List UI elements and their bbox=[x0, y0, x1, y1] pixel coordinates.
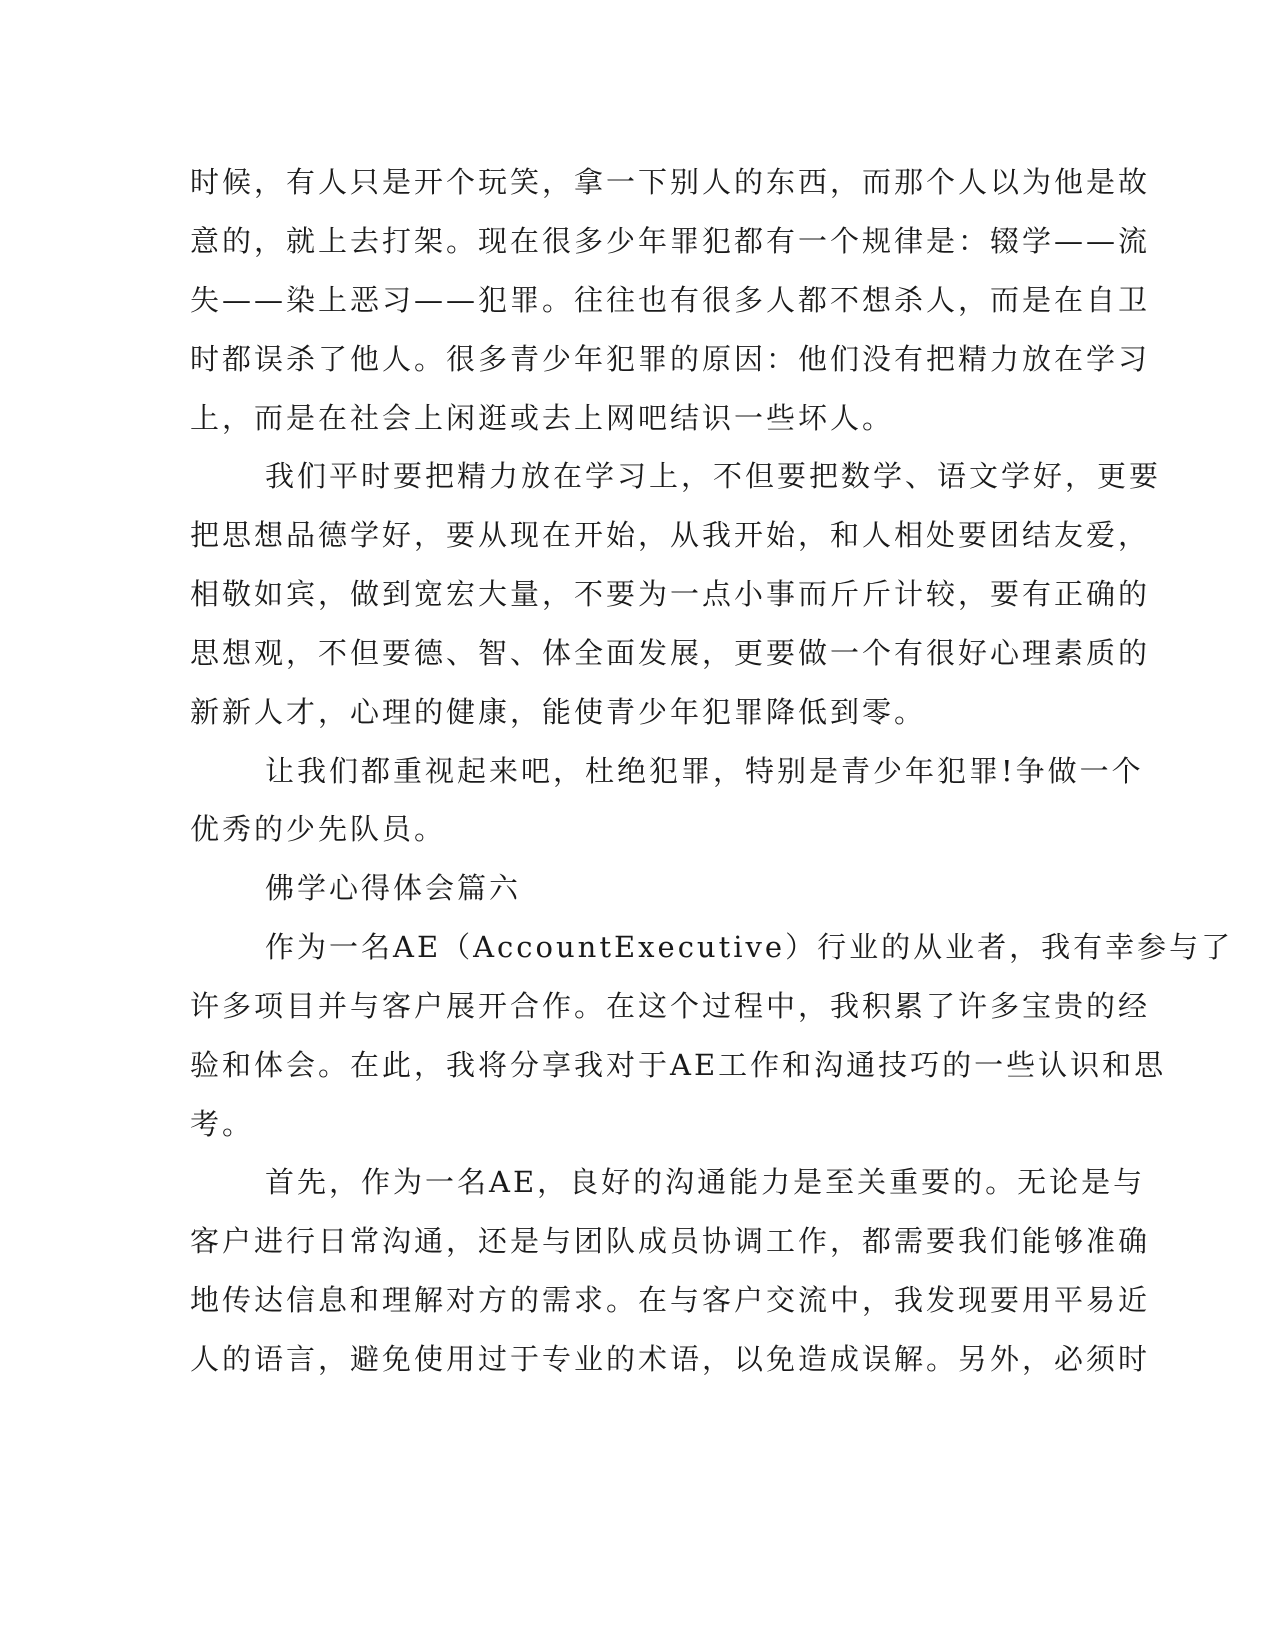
text-line: 人的语言，避免使用过于专业的术语，以免造成误解。另外，必须时 bbox=[190, 1342, 1151, 1376]
text-line: 把思想品德学好，要从现在开始，从我开始，和人相处要团结友爱， bbox=[190, 518, 1151, 552]
section-heading: 佛学心得体会篇六 bbox=[265, 871, 522, 905]
text-line: 考。 bbox=[190, 1107, 255, 1141]
paragraph-first-line: 我们平时要把精力放在学习上，不但要把数学、语文学好，更要 bbox=[265, 459, 1162, 493]
text-line: 新新人才，心理的健康，能使青少年犯罪降低到零。 bbox=[190, 695, 927, 729]
text-line: 许多项目并与客户展开合作。在这个过程中，我积累了许多宝贵的经 bbox=[190, 989, 1151, 1023]
text-line: 意的，就上去打架。现在很多少年罪犯都有一个规律是：辍学——流 bbox=[190, 224, 1151, 258]
text-line: 优秀的少先队员。 bbox=[190, 812, 447, 846]
text-line: 上，而是在社会上闲逛或去上网吧结识一些坏人。 bbox=[190, 401, 895, 435]
paragraph-first-line: 首先，作为一名AE，良好的沟通能力是至关重要的。无论是与 bbox=[265, 1165, 1146, 1199]
paragraph-first-line: 作为一名AE（AccountExecutive）行业的从业者，我有幸参与了 bbox=[265, 930, 1234, 964]
text-line: 客户进行日常沟通，还是与团队成员协调工作，都需要我们能够准确 bbox=[190, 1224, 1151, 1258]
text-line: 时都误杀了他人。很多青少年犯罪的原因：他们没有把精力放在学习 bbox=[190, 342, 1151, 376]
text-line: 地传达信息和理解对方的需求。在与客户交流中，我发现要用平易近 bbox=[190, 1283, 1151, 1317]
text-line: 思想观，不但要德、智、体全面发展，更要做一个有很好心理素质的 bbox=[190, 636, 1151, 670]
paragraph-first-line: 让我们都重视起来吧，杜绝犯罪，特别是青少年犯罪!争做一个 bbox=[265, 754, 1144, 788]
text-line: 相敬如宾，做到宽宏大量，不要为一点小事而斤斤计较，要有正确的 bbox=[190, 577, 1151, 611]
text-line: 验和体会。在此，我将分享我对于AE工作和沟通技巧的一些认识和思 bbox=[190, 1048, 1167, 1082]
text-line: 失——染上恶习——犯罪。往往也有很多人都不想杀人，而是在自卫 bbox=[190, 283, 1151, 317]
text-line: 时候，有人只是开个玩笑，拿一下别人的东西，而那个人以为他是故 bbox=[190, 165, 1151, 199]
